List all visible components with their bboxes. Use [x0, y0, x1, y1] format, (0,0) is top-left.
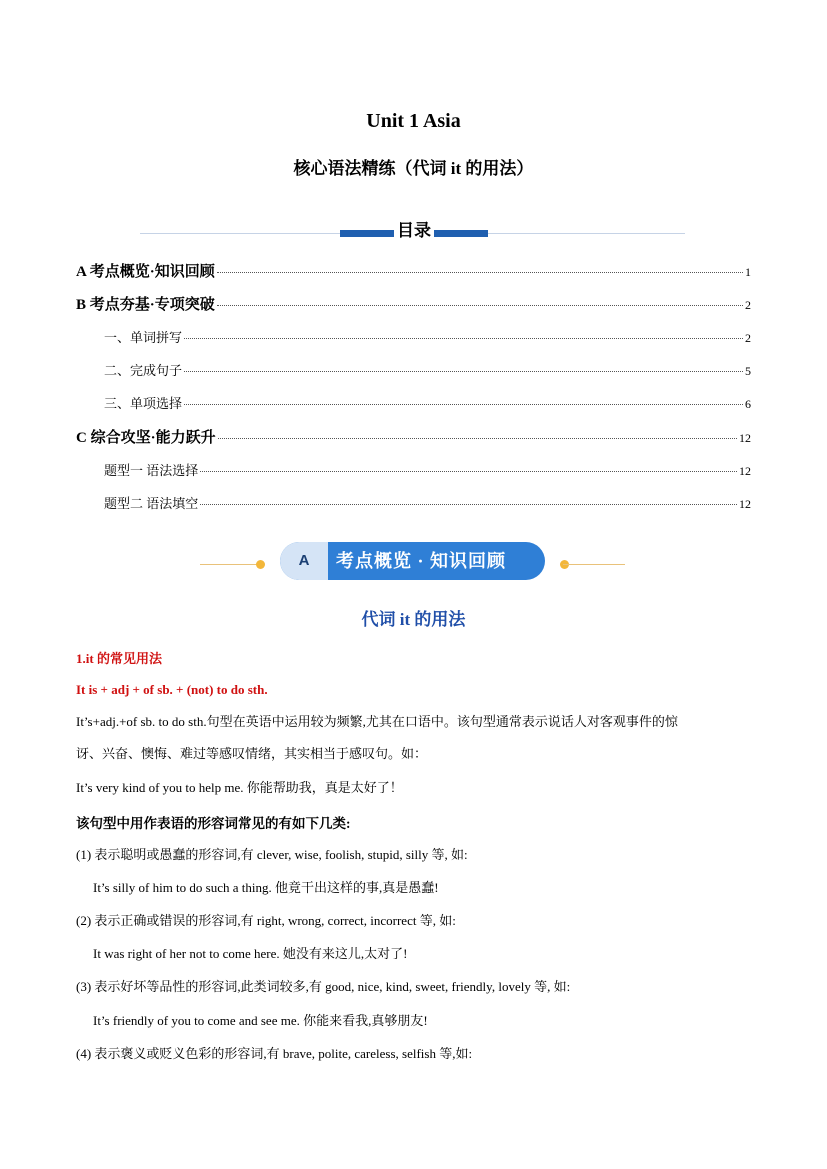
- toc-bar-left: [340, 230, 394, 237]
- toc-bar-right: [434, 230, 488, 237]
- toc-item-text: 题型一 语法选择: [104, 463, 199, 478]
- list-item: (3) 表示好坏等品性的形容词,此类词较多,有 good, nice, kind, sweet, friendly, lovely 等, 如:: [76, 979, 571, 994]
- banner-text: 考点概览 · 知识回顾: [336, 551, 507, 571]
- toc-item-c[interactable]: [76, 426, 751, 447]
- list-item: (2) 表示正确或错误的形容词,有 right, wrong, correct, incorrect 等, 如:: [76, 913, 456, 928]
- toc-item-page: 12: [739, 497, 751, 511]
- toc-item-text: 三、单项选择: [104, 396, 183, 411]
- banner-dot-left: [256, 560, 265, 569]
- banner-pill: [280, 542, 545, 580]
- list-item: (4) 表示褒义或贬义色彩的形容词,有 brave, polite, careless, selfish 等,如:: [76, 1046, 473, 1061]
- example-sentence: It’s silly of him to do such a thing. 他竟干出这样的事,真是愚蠢!: [93, 880, 439, 895]
- banner-letter: A: [280, 542, 328, 580]
- toc-item-b[interactable]: [76, 293, 751, 314]
- toc-item-page: 6: [745, 397, 751, 411]
- toc-item-b3[interactable]: [104, 393, 751, 412]
- content-heading: 代词 it 的用法: [361, 610, 466, 629]
- toc-item-c2[interactable]: [104, 493, 751, 512]
- toc-item-page: 5: [745, 364, 751, 378]
- toc-item-text: 一、单词拼写: [104, 330, 183, 345]
- example-sentence: It was right of her not to come here. 她没有来这儿,太对了!: [93, 946, 408, 961]
- para-line: It’s+adj.+of sb. to do sth.句型在英语中运用较为频繁,尤其在口语中。该句型通常表示说话人对客观事件的惊: [76, 714, 678, 729]
- toc-item-text: 题型二 语法填空: [104, 496, 199, 511]
- document-subtitle: 核心语法精练（代词 it 的用法）: [293, 159, 534, 178]
- toc-item-text: A 考点概览·知识回顾: [76, 264, 215, 280]
- toc-item-c1[interactable]: [104, 460, 751, 479]
- section-banner: [200, 540, 625, 582]
- toc-item-page: 12: [739, 431, 751, 445]
- toc-header: [140, 220, 685, 244]
- toc-item-page: 1: [745, 265, 751, 279]
- toc-label: 目录: [394, 220, 434, 242]
- para-line: 讶、兴奋、懊悔、难过等感叹情绪，其实相当于感叹句。如：: [76, 746, 428, 761]
- toc-item-a[interactable]: [76, 260, 751, 281]
- sub-heading: 1.it 的常见用法: [76, 651, 162, 666]
- list-item: (1) 表示聪明或愚蠢的形容词,有 clever, wise, foolish, stupid, silly 等, 如:: [76, 847, 468, 862]
- toc-item-text: C 综合攻坚·能力跃升: [76, 430, 216, 446]
- bold-statement: 该句型中用作表语的形容词常见的有如下几类:: [76, 816, 351, 831]
- toc-item-page: 12: [739, 464, 751, 478]
- toc-item-page: 2: [745, 331, 751, 345]
- example-sentence: It’s friendly of you to come and see me. 你能来看我,真够朋友!: [93, 1013, 428, 1028]
- toc-item-b2[interactable]: [104, 360, 751, 379]
- pattern-line: It is + adj + of sb. + (not) to do sth.: [76, 682, 268, 697]
- toc-item-text: B 考点夯基·专项突破: [76, 297, 215, 313]
- example-sentence: It’s very kind of you to help me. 你能帮助我，真是太好了！: [76, 780, 403, 795]
- toc-item-page: 2: [745, 298, 751, 312]
- toc-item-text: 二、完成句子: [104, 363, 183, 378]
- document-title: Unit 1 Asia: [366, 110, 461, 132]
- toc-item-b1[interactable]: [104, 327, 751, 346]
